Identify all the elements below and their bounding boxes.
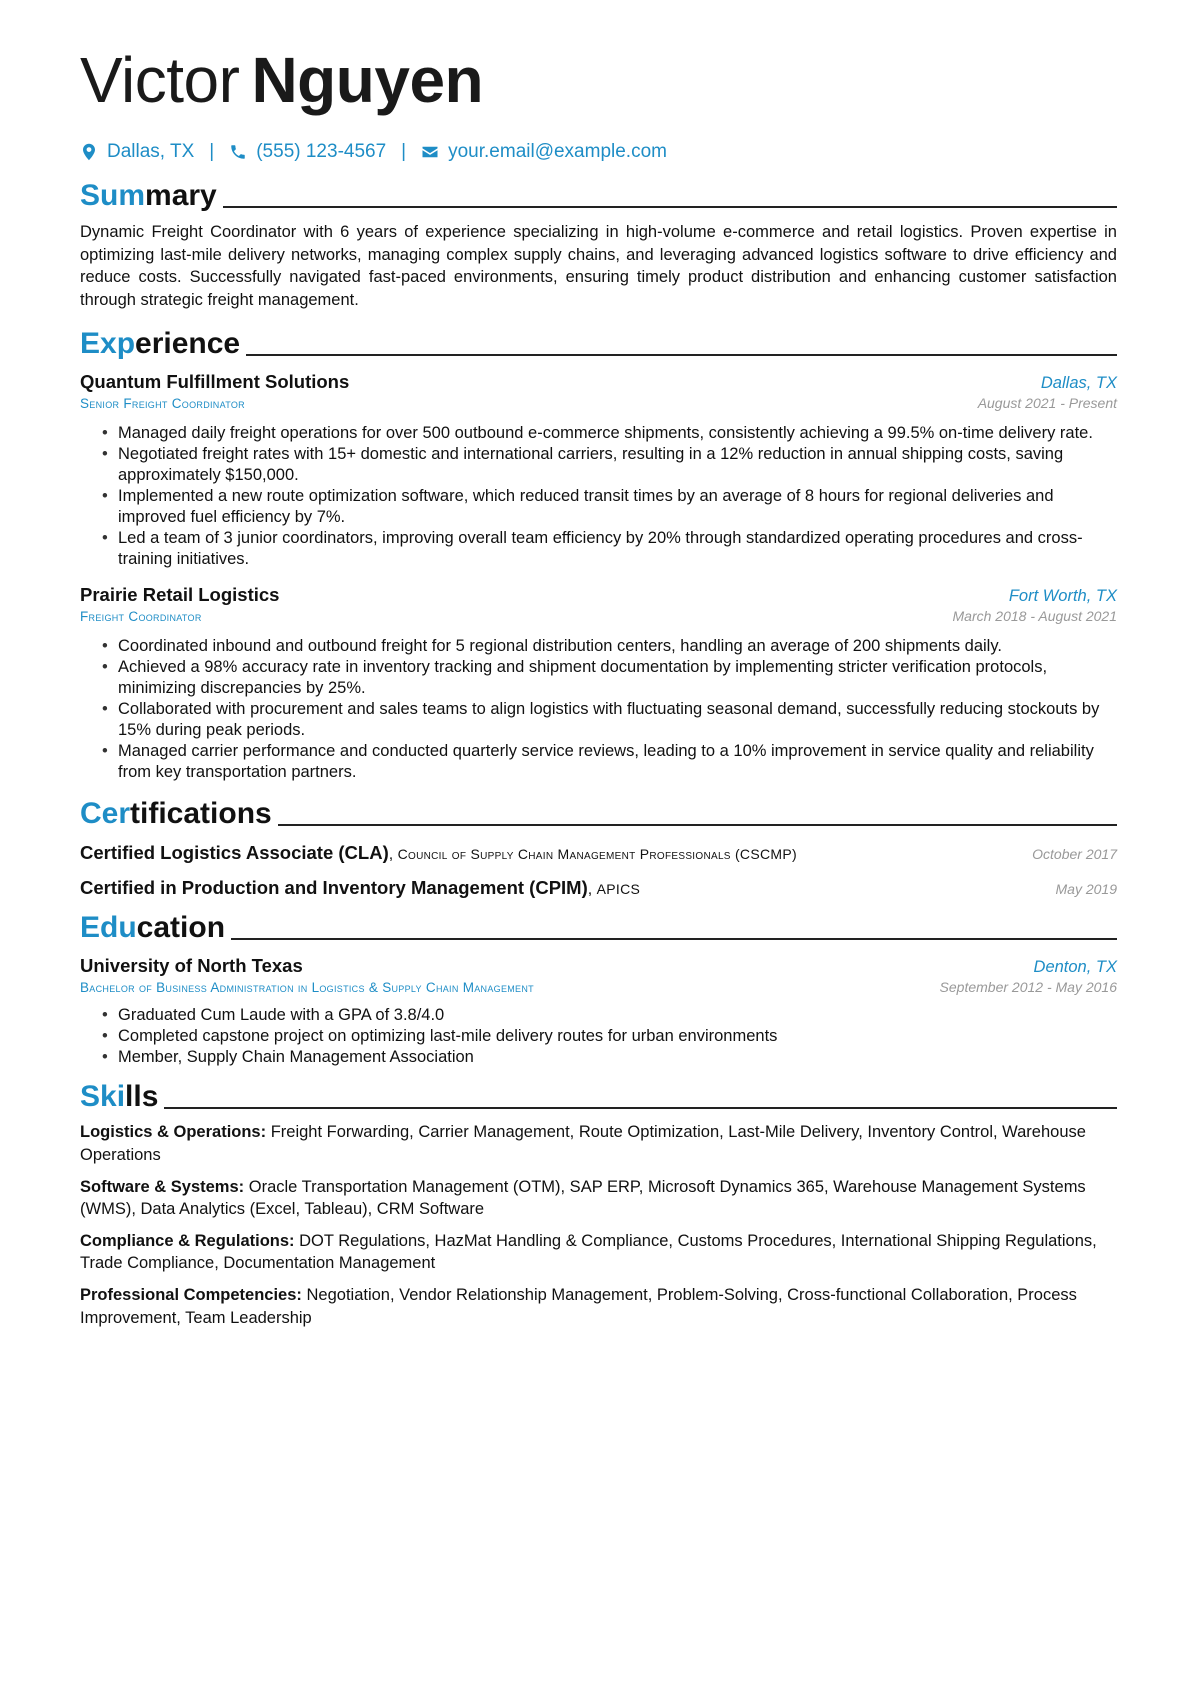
- first-name: Victor: [80, 44, 240, 116]
- last-name: Nguyen: [251, 44, 484, 116]
- cert-date: October 2017: [1032, 846, 1117, 863]
- skill-text: Negotiation, Vendor Relationship Management, Problem-Solving, Cross-functional Collaboration, Process Improvement, Team Leadership: [80, 1285, 1077, 1327]
- bullet-item: • Led a team of 3 junior coordinators, improving overall team efficiency by 20% through standardized operating procedures and cross-training initiatives.: [118, 528, 1117, 570]
- bullet-item: • Coordinated inbound and outbound freight for 5 regional distribution centers, handling an average of 200 shipments daily.: [118, 636, 1117, 657]
- cert-name: Certified in Production and Inventory Management (CPIM): [80, 877, 588, 899]
- job-company: Quantum Fulfillment Solutions: [80, 371, 350, 393]
- contact-separator: |: [209, 141, 215, 162]
- skill-label: Software & Systems:: [80, 1177, 245, 1196]
- job-location: Fort Worth, TX: [1008, 587, 1117, 606]
- job-dates: August 2021 - Present: [977, 395, 1117, 412]
- skill-label: Compliance & Regulations:: [80, 1231, 295, 1250]
- map-pin-icon: [80, 143, 98, 161]
- education-title-rest: cation: [136, 911, 226, 945]
- experience-title-rest: erience: [135, 327, 241, 361]
- bullet-item: • Member, Supply Chain Management Association: [118, 1047, 1117, 1068]
- skills-heading: [80, 1078, 1117, 1114]
- bullet-item: • Managed carrier performance and conducted quarterly service reviews, leading to a 10% improvement in service quality and reliability from key transportation partners.: [118, 741, 1117, 783]
- experience-heading: [80, 325, 1117, 361]
- skills-title-accent: Ski: [80, 1080, 126, 1114]
- experience-title-accent: Exp: [80, 327, 136, 361]
- contact-phone[interactable]: [229, 141, 386, 163]
- school-location: Denton, TX: [1033, 958, 1117, 977]
- phone-icon: [229, 143, 247, 161]
- summary-text: Dynamic Freight Coordinator with 6 years of experience specializing in high-volume e-commerce and retail logistics. Proven expertise in optimizing last-mile delivery networks, managing complex supply chains, and leveraging advanced logistics software to drive efficiency and reduce costs. Successfully navigated fast-paced environments, ensuring timely product distribution and enhancing customer satisfaction through strategic freight management.: [80, 223, 1117, 309]
- education-bullets: [80, 1005, 1117, 1068]
- bullet-item: • Negotiated freight rates with 15+ domestic and international carriers, resulting in a 12% reduction in annual shipping costs, saving approximately $150,000.: [118, 444, 1117, 486]
- job-entry: [80, 584, 1117, 783]
- contact-email[interactable]: [421, 141, 667, 163]
- job-company: Prairie Retail Logistics: [80, 584, 280, 606]
- summary-title-rest: mary: [145, 179, 217, 212]
- education-title-accent: Edu: [80, 911, 137, 945]
- skill-label: Professional Competencies:: [80, 1285, 302, 1304]
- job-dates: March 2018 - August 2021: [952, 608, 1117, 625]
- job-bullets: [80, 636, 1117, 783]
- education-dates: September 2012 - May 2016: [939, 979, 1117, 996]
- certification-item: Certified Logistics Associate (CLA), Council of Supply Chain Management Professionals (CSCMP) October 2017: [80, 842, 1117, 864]
- section-divider: [278, 824, 1117, 826]
- contact-bar: [80, 139, 1117, 165]
- skill-label: Logistics & Operations:: [80, 1123, 267, 1142]
- skill-group: [80, 1176, 1117, 1221]
- location-text: Dallas, TX: [107, 141, 195, 162]
- certifications-title-rest: tifications: [130, 797, 272, 831]
- bullet-item: • Managed daily freight operations for over 500 outbound e-commerce shipments, consistently achieving a 99.5% on-time delivery rate.: [118, 423, 1117, 444]
- skills-title-rest: lls: [125, 1080, 159, 1114]
- summary-heading: [80, 177, 1117, 213]
- certifications-title-accent: Cer: [80, 797, 131, 831]
- bullet-item: • Completed capstone project on optimizing last-mile delivery routes for urban environments: [118, 1026, 1117, 1047]
- skill-text: DOT Regulations, HazMat Handling & Compliance, Customs Procedures, International Shipping Regulations, Trade Compliance, Documentation Management: [80, 1231, 1097, 1273]
- bullet-item: • Collaborated with procurement and sales teams to align logistics with fluctuating seasonal demand, successfully reducing stockouts by 15% during peak periods.: [118, 699, 1117, 741]
- certification-item: Certified in Production and Inventory Management (CPIM), APICS May 2019: [80, 877, 1117, 899]
- contact-location: [80, 141, 194, 163]
- candidate-name: [80, 38, 1117, 122]
- job-entry: [80, 371, 1117, 570]
- section-divider: [246, 354, 1117, 356]
- job-role: Senior Freight Coordinator: [80, 396, 245, 412]
- envelope-icon: [421, 143, 439, 161]
- skill-group: [80, 1284, 1117, 1329]
- degree-name: Bachelor of Business Administration in Logistics & Supply Chain Management: [80, 980, 534, 996]
- section-divider: [231, 938, 1117, 940]
- section-divider: [164, 1107, 1117, 1109]
- cert-issuer: Council of Supply Chain Management Professionals (CSCMP): [397, 846, 797, 863]
- summary-title-accent: Sum: [80, 179, 146, 212]
- skill-group: [80, 1230, 1117, 1275]
- skill-text: Oracle Transportation Management (OTM), SAP ERP, Microsoft Dynamics 365, Warehouse Management Systems (WMS), Data Analytics (Excel, Tableau), CRM Software: [80, 1177, 1086, 1219]
- bullet-item: • Graduated Cum Laude with a GPA of 3.8/4.0: [118, 1005, 1117, 1026]
- job-bullets: [80, 423, 1117, 570]
- education-entry: [80, 955, 1117, 1068]
- school-name: University of North Texas: [80, 955, 303, 977]
- bullet-item: • Achieved a 98% accuracy rate in inventory tracking and shipment documentation by implementing stricter verification protocols, minimizing discrepancies by 25%.: [118, 657, 1117, 699]
- skill-text: Freight Forwarding, Carrier Management, Route Optimization, Last-Mile Delivery, Inventory Control, Warehouse Operations: [80, 1123, 1086, 1164]
- cert-issuer: APICS: [596, 881, 641, 898]
- education-heading: [80, 909, 1117, 945]
- job-location: Dallas, TX: [1040, 374, 1117, 393]
- skill-group: [80, 1121, 1117, 1166]
- contact-separator: |: [401, 141, 407, 162]
- certifications-heading: [80, 795, 1117, 831]
- phone-text[interactable]: (555) 123-4567: [256, 141, 387, 162]
- bullet-item: • Implemented a new route optimization software, which reduced transit times by an average of 8 hours for regional deliveries and improved fuel efficiency by 7%.: [118, 486, 1117, 528]
- email-link[interactable]: your.email@example.com: [448, 141, 667, 162]
- section-divider: [223, 206, 1117, 208]
- cert-name: Certified Logistics Associate (CLA): [80, 842, 389, 864]
- job-role: Freight Coordinator: [80, 609, 202, 625]
- cert-date: May 2019: [1055, 881, 1117, 898]
